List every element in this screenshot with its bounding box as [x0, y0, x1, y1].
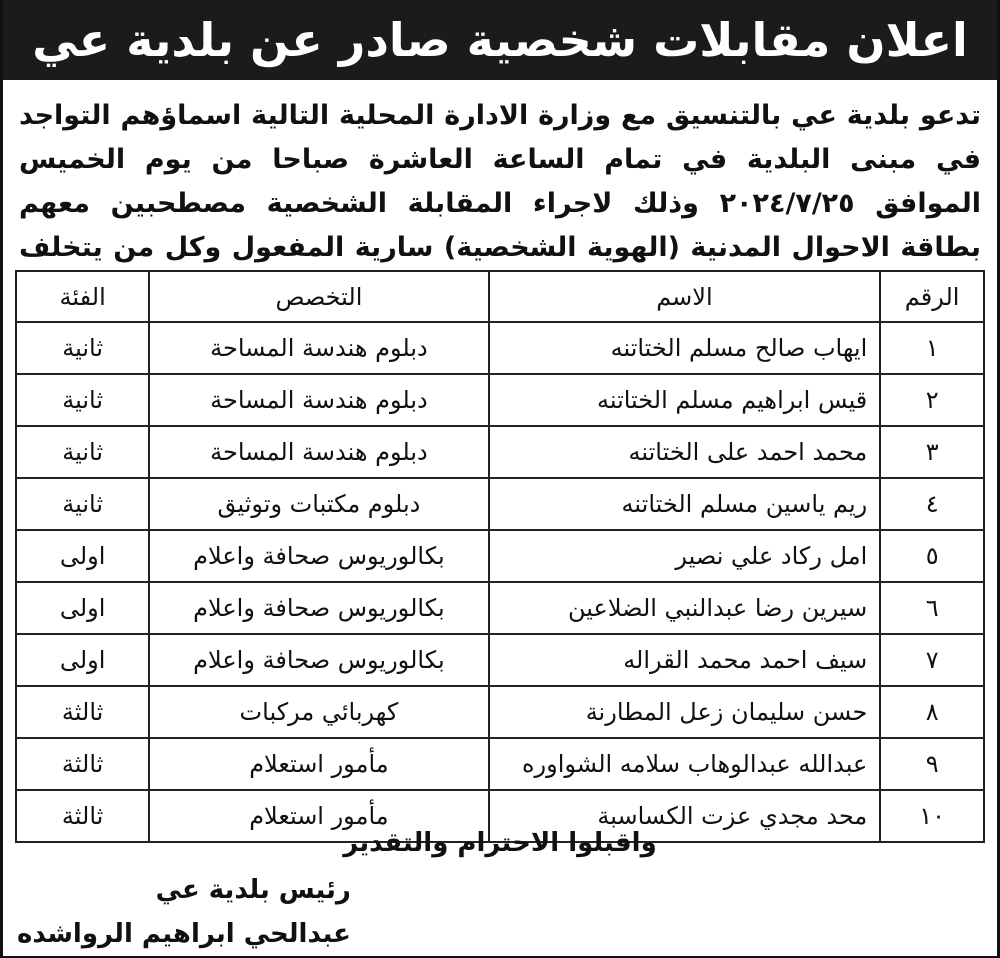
header-number: الرقم — [880, 271, 984, 322]
closing-line: واقبلوا الاحترام والتقدير — [343, 828, 657, 858]
row-name: قيس ابراهيم مسلم الختاتنه — [489, 374, 881, 426]
row-category: ثانية — [16, 426, 149, 478]
row-specialty: بكالوريوس صحافة واعلام — [149, 530, 488, 582]
header-specialty: التخصص — [149, 271, 488, 322]
header-name: الاسم — [489, 271, 881, 322]
row-name: حسن سليمان زعل المطارنة — [489, 686, 881, 738]
row-number: ٧ — [880, 634, 984, 686]
row-name: ايهاب صالح مسلم الختاتنه — [489, 322, 881, 374]
intro-paragraph: تدعو بلدية عي بالتنسيق مع وزارة الادارة المحلية التالية اسماؤهم التواجد في مبنى البلدية في تمام الساعة العاشرة صباحا من يوم الخميس الموافق ٢٠٢٤/٧/٢٥ وذلك لاجراء المقابلة الشخصية مصطحبين معهم بطاقة الاحوال المدنية (الهوية الشخصية) سارية المفعول وكل من يتخلف — [19, 100, 981, 263]
row-category: ثالثة — [16, 738, 149, 790]
table-row — [16, 530, 984, 582]
header-category: الفئة — [16, 271, 149, 322]
row-name: سيرين رضا عبدالنبي الضلاعين — [489, 582, 881, 634]
row-name: امل ركاد علي نصير — [489, 530, 881, 582]
row-category: ثانية — [16, 478, 149, 530]
row-category: ثالثة — [16, 790, 149, 842]
row-category: اولى — [16, 582, 149, 634]
signature-name: عبدالحي ابراهيم الرواشده — [17, 919, 351, 949]
row-number: ٩ — [880, 738, 984, 790]
row-number: ٢ — [880, 374, 984, 426]
table-row — [16, 738, 984, 790]
row-name: ريم ياسين مسلم الختاتنه — [489, 478, 881, 530]
row-number: ٤ — [880, 478, 984, 530]
row-number: ٨ — [880, 686, 984, 738]
table-row — [16, 374, 984, 426]
row-number: ١ — [880, 322, 984, 374]
row-specialty: بكالوريوس صحافة واعلام — [149, 582, 488, 634]
table-row — [16, 634, 984, 686]
row-specialty: دبلوم هندسة المساحة — [149, 322, 488, 374]
table-row — [16, 686, 984, 738]
signature-block — [17, 868, 351, 956]
signature-position: رئيس بلدية عي — [155, 875, 351, 905]
table-header-row — [16, 271, 984, 322]
row-category: ثالثة — [16, 686, 149, 738]
row-category: اولى — [16, 530, 149, 582]
row-name: محد مجدي عزت الكساسبة — [489, 790, 881, 842]
announcement-title: اعلان مقابلات شخصية صادر عن بلدية عي — [3, 0, 997, 80]
row-category: ثانية — [16, 322, 149, 374]
row-specialty: مأمور استعلام — [149, 738, 488, 790]
row-number: ١٠ — [880, 790, 984, 842]
table-row — [16, 322, 984, 374]
row-category: اولى — [16, 634, 149, 686]
row-specialty: دبلوم مكتبات وتوثيق — [149, 478, 488, 530]
table-row — [16, 478, 984, 530]
row-specialty: دبلوم هندسة المساحة — [149, 374, 488, 426]
table-row — [16, 426, 984, 478]
row-specialty: دبلوم هندسة المساحة — [149, 426, 488, 478]
row-specialty: كهربائي مركبات — [149, 686, 488, 738]
candidates-table — [15, 270, 985, 843]
row-name: محمد احمد على الختاتنه — [489, 426, 881, 478]
row-number: ٦ — [880, 582, 984, 634]
row-category: ثانية — [16, 374, 149, 426]
row-name: عبدالله عبدالوهاب سلامه الشواوره — [489, 738, 881, 790]
row-specialty: بكالوريوس صحافة واعلام — [149, 634, 488, 686]
row-specialty: مأمور استعلام — [149, 790, 488, 842]
table-row — [16, 582, 984, 634]
row-name: سيف احمد محمد القراله — [489, 634, 881, 686]
row-number: ٥ — [880, 530, 984, 582]
row-number: ٣ — [880, 426, 984, 478]
